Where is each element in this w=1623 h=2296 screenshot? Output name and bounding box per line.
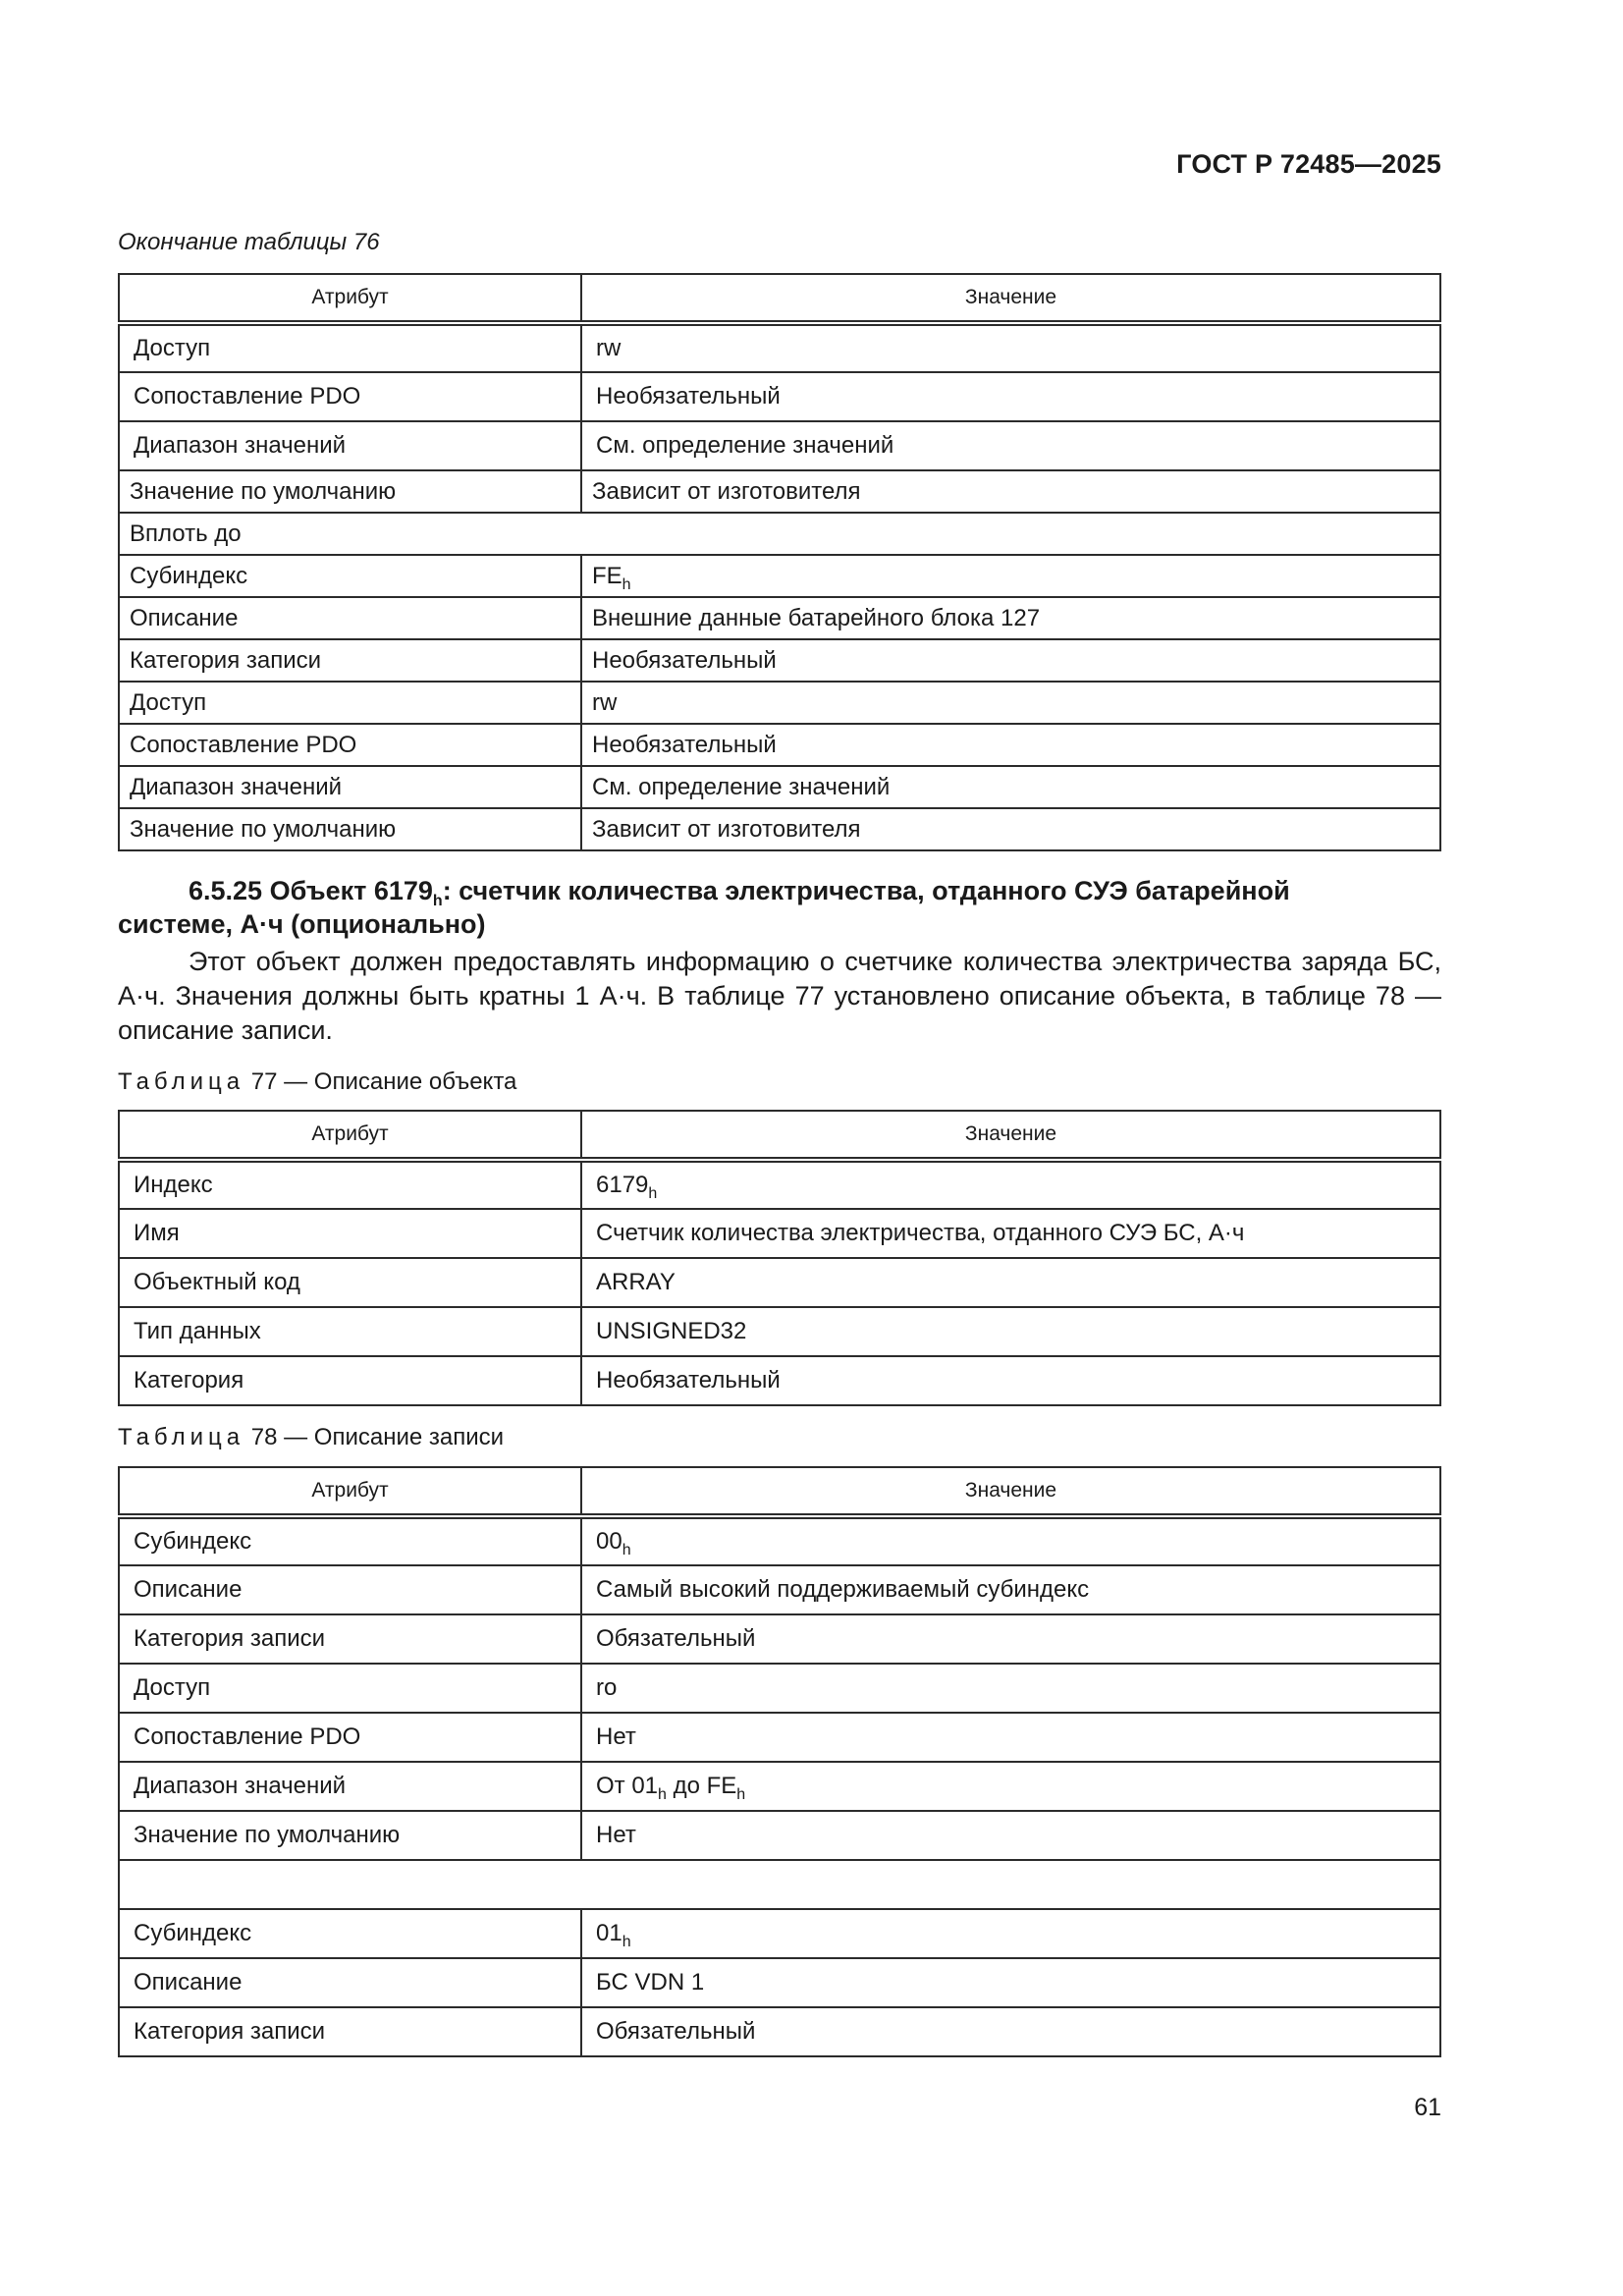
value-cell: Обязательный xyxy=(581,2007,1440,2056)
value-text: 6179 xyxy=(596,1172,649,1198)
value-cell: Нет xyxy=(581,1713,1440,1762)
hex-subscript: h xyxy=(622,575,631,593)
value-cell: rw xyxy=(581,682,1440,724)
attr-cell: Диапазон значений xyxy=(119,421,581,470)
table-row xyxy=(119,470,1440,513)
caption-label: Таблица xyxy=(118,1068,245,1095)
attr-cell: Субиндекс xyxy=(119,1516,581,1565)
value-text: до FE xyxy=(666,1773,737,1799)
table-row xyxy=(119,555,1440,597)
body-paragraph: Этот объект должен предоставлять информацию о счетчике количества электричества заряда БС, А·ч. Значения должны быть кратны 1 А·ч. В таблице 77 установлено описание объекта, в таблице 78 — описание записи. xyxy=(118,947,1441,1045)
table-row xyxy=(119,1516,1440,1565)
attr-cell: Доступ xyxy=(119,323,581,372)
value-text: 01 xyxy=(596,1920,622,1946)
value-cell: Самый высокий поддерживаемый субиндекс xyxy=(581,1565,1440,1614)
table-row xyxy=(119,323,1440,372)
attr-cell: Объектный код xyxy=(119,1258,581,1307)
hex-subscript: h xyxy=(658,1786,667,1803)
table-row xyxy=(119,682,1440,724)
table77 xyxy=(118,1110,1441,1406)
value-cell: Счетчик количества электричества, отданного СУЭ БС, А·ч xyxy=(581,1209,1440,1258)
value-cell xyxy=(581,1160,1440,1209)
table-row xyxy=(119,1614,1440,1664)
table77-header-value: Значение xyxy=(581,1111,1440,1160)
attr-cell: Доступ xyxy=(119,1664,581,1713)
table78-caption xyxy=(118,1424,504,1451)
table-row xyxy=(119,1356,1440,1405)
section-heading xyxy=(118,874,1441,941)
table-row xyxy=(119,1958,1440,2007)
table-row xyxy=(119,1762,1440,1811)
table-row xyxy=(119,2007,1440,2056)
value-text: FE xyxy=(592,562,622,589)
table76-caption: Окончание таблицы 76 xyxy=(118,229,380,255)
span-cell: Вплоть до xyxy=(119,513,1440,555)
table77-caption xyxy=(118,1068,516,1096)
table-row xyxy=(119,766,1440,808)
table78-header-value: Значение xyxy=(581,1467,1440,1516)
table76 xyxy=(118,273,1441,851)
value-cell: БС VDN 1 xyxy=(581,1958,1440,2007)
attr-cell: Сопоставление PDO xyxy=(119,1713,581,1762)
heading-text: : счетчик количества электричества, отданного СУЭ батарейной xyxy=(442,876,1290,905)
table-row xyxy=(119,1160,1440,1209)
value-cell: ro xyxy=(581,1664,1440,1713)
value-cell: Необязательный xyxy=(581,724,1440,766)
attr-cell: Категория записи xyxy=(119,639,581,682)
value-cell: Обязательный xyxy=(581,1614,1440,1664)
table78 xyxy=(118,1466,1441,2057)
page-number: 61 xyxy=(1414,2094,1441,2121)
value-cell: См. определение значений xyxy=(581,766,1440,808)
attr-cell: Значение по умолчанию xyxy=(119,470,581,513)
value-cell: UNSIGNED32 xyxy=(581,1307,1440,1356)
heading-text-line2: системе, А·ч (опционально) xyxy=(118,909,486,939)
value-cell xyxy=(581,555,1440,597)
table-row xyxy=(119,1307,1440,1356)
value-cell xyxy=(581,1909,1440,1958)
attr-cell: Описание xyxy=(119,1958,581,2007)
heading-text: 6.5.25 Объект 6179 xyxy=(189,876,433,905)
table-row xyxy=(119,1909,1440,1958)
table-row xyxy=(119,1664,1440,1713)
hex-subscript: h xyxy=(736,1786,746,1803)
caption-text: 77 — Описание объекта xyxy=(244,1068,517,1095)
table-row xyxy=(119,808,1440,850)
caption-text: 78 — Описание записи xyxy=(244,1424,505,1450)
value-cell: Необязательный xyxy=(581,1356,1440,1405)
attr-cell: Доступ xyxy=(119,682,581,724)
table76-header-value: Значение xyxy=(581,274,1440,323)
attr-cell: Имя xyxy=(119,1209,581,1258)
attr-cell: Сопоставление PDO xyxy=(119,372,581,421)
attr-cell: Значение по умолчанию xyxy=(119,808,581,850)
table-row xyxy=(119,597,1440,639)
caption-label: Таблица xyxy=(118,1424,245,1450)
table78-header-attr: Атрибут xyxy=(119,1467,581,1516)
value-cell: См. определение значений xyxy=(581,421,1440,470)
value-cell: Зависит от изготовителя xyxy=(581,470,1440,513)
table-row xyxy=(119,1258,1440,1307)
table-row xyxy=(119,639,1440,682)
attr-cell: Значение по умолчанию xyxy=(119,1811,581,1860)
table77-header-attr: Атрибут xyxy=(119,1111,581,1160)
value-cell: Внешние данные батарейного блока 127 xyxy=(581,597,1440,639)
value-text: От 01 xyxy=(596,1773,659,1799)
value-cell: rw xyxy=(581,323,1440,372)
attr-cell: Категория записи xyxy=(119,1614,581,1664)
table-row xyxy=(119,421,1440,470)
empty-separator-row xyxy=(119,1860,1440,1909)
empty-cell xyxy=(119,1860,1440,1909)
value-cell: Зависит от изготовителя xyxy=(581,808,1440,850)
hex-subscript: h xyxy=(432,893,443,909)
attr-cell: Категория xyxy=(119,1356,581,1405)
table-row xyxy=(119,1811,1440,1860)
value-cell xyxy=(581,1762,1440,1811)
value-cell xyxy=(581,1516,1440,1565)
table76-header-attr: Атрибут xyxy=(119,274,581,323)
value-text: 00 xyxy=(596,1528,622,1555)
attr-cell: Субиндекс xyxy=(119,555,581,597)
document-code: ГОСТ Р 72485—2025 xyxy=(1176,149,1441,179)
attr-cell: Сопоставление PDO xyxy=(119,724,581,766)
hex-subscript: h xyxy=(648,1185,658,1202)
attr-cell: Тип данных xyxy=(119,1307,581,1356)
attr-cell: Субиндекс xyxy=(119,1909,581,1958)
attr-cell: Описание xyxy=(119,1565,581,1614)
hex-subscript: h xyxy=(622,1934,631,1950)
value-cell: ARRAY xyxy=(581,1258,1440,1307)
table-row xyxy=(119,724,1440,766)
value-cell: Нет xyxy=(581,1811,1440,1860)
attr-cell: Индекс xyxy=(119,1160,581,1209)
hex-subscript: h xyxy=(622,1542,631,1558)
table-row xyxy=(119,1713,1440,1762)
value-cell: Необязательный xyxy=(581,639,1440,682)
table-row xyxy=(119,1565,1440,1614)
table-row xyxy=(119,372,1440,421)
value-cell: Необязательный xyxy=(581,372,1440,421)
attr-cell: Диапазон значений xyxy=(119,766,581,808)
attr-cell: Описание xyxy=(119,597,581,639)
attr-cell: Диапазон значений xyxy=(119,1762,581,1811)
table-row xyxy=(119,513,1440,555)
attr-cell: Категория записи xyxy=(119,2007,581,2056)
table-row xyxy=(119,1209,1440,1258)
